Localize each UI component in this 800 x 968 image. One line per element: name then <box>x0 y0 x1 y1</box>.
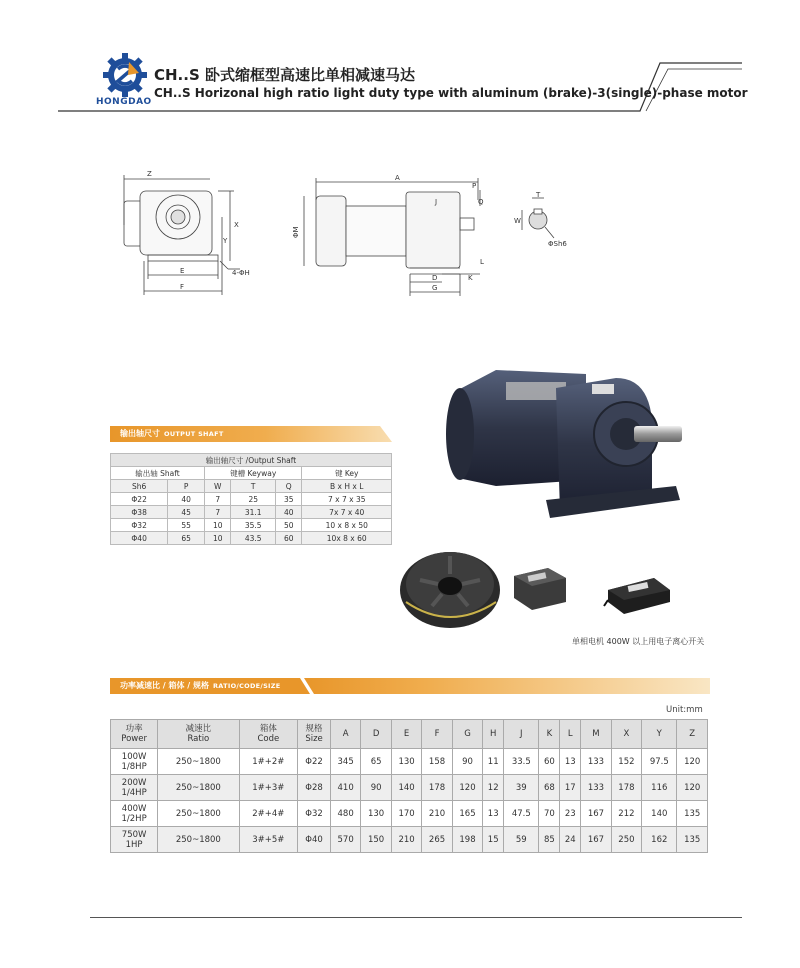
dim-z: Z <box>147 170 152 178</box>
shaft-section-drawing <box>512 190 567 250</box>
cell: 480 <box>330 801 360 827</box>
dim-l: L <box>480 258 484 266</box>
col-header: B x H x L <box>302 480 392 493</box>
col-header: H <box>483 720 504 749</box>
ratio-code-size-table <box>110 719 708 853</box>
cell: 10 <box>204 519 230 532</box>
cell: 116 <box>642 775 677 801</box>
cell: 198 <box>452 827 482 853</box>
cell: 7 <box>204 506 230 519</box>
dim-f: F <box>180 283 185 291</box>
cell: 750W 1HP <box>111 827 158 853</box>
cell: 65 <box>168 532 205 545</box>
cell: 13 <box>560 749 581 775</box>
output-shaft-banner-cn: 输出轴尺寸 <box>120 429 160 438</box>
cell: 178 <box>611 775 641 801</box>
table-header-row <box>111 720 708 749</box>
cell: 345 <box>330 749 360 775</box>
ratio-banner-cn: 功率减速比 / 箱体 / 规格 <box>120 681 209 690</box>
cell: 23 <box>560 801 581 827</box>
col-header: D <box>361 720 391 749</box>
key-group-header: 键 Key <box>302 467 392 480</box>
cell: 45 <box>168 506 205 519</box>
keyway-group-header: 键槽 Keyway <box>204 467 301 480</box>
col-header: 箱体 Code <box>239 720 298 749</box>
cell: 170 <box>391 801 421 827</box>
dim-x: X <box>234 221 239 229</box>
cell: Φ38 <box>111 506 168 519</box>
cell: 210 <box>391 827 421 853</box>
cell: 40 <box>168 493 205 506</box>
cell: 35.5 <box>231 519 275 532</box>
col-header: G <box>452 720 482 749</box>
cell: 130 <box>361 801 391 827</box>
col-header: K <box>539 720 560 749</box>
cell: 12 <box>483 775 504 801</box>
shaft-group-header: 输出轴 Shaft <box>111 467 205 480</box>
cell: 250~1800 <box>158 749 239 775</box>
dim-sh: ΦSh6 <box>548 240 567 248</box>
table-row <box>111 493 392 506</box>
dim-g: G <box>432 284 438 292</box>
col-header: Q <box>275 480 302 493</box>
cell: 68 <box>539 775 560 801</box>
table-row <box>111 506 392 519</box>
cell: 85 <box>539 827 560 853</box>
dim-m: ΦM <box>292 226 300 238</box>
col-header: F <box>422 720 452 749</box>
dim-y: Y <box>223 237 228 245</box>
col-header: X <box>611 720 641 749</box>
cell: 2#+4# <box>239 801 298 827</box>
cell: 50 <box>275 519 302 532</box>
ratio-banner <box>110 678 710 694</box>
col-header: J <box>504 720 539 749</box>
table-row <box>111 519 392 532</box>
cell: 40 <box>275 506 302 519</box>
cell: 1#+2# <box>239 749 298 775</box>
output-shaft-banner-en: OUTPUT SHAFT <box>164 430 224 438</box>
cell: 7x 7 x 40 <box>302 506 392 519</box>
cell: 31.1 <box>231 506 275 519</box>
cell: 158 <box>422 749 452 775</box>
brake-unit-photo <box>398 540 508 630</box>
col-header: A <box>330 720 360 749</box>
cell: 135 <box>677 801 708 827</box>
cell: 120 <box>452 775 482 801</box>
dim-q: Q <box>478 198 484 206</box>
unit-label: Unit:mm <box>666 705 703 715</box>
shaft-table-title: 输出轴尺寸 /Output Shaft <box>111 454 392 467</box>
cell: 178 <box>422 775 452 801</box>
cell: Φ40 <box>298 827 331 853</box>
table-row <box>111 749 708 775</box>
cell: 65 <box>361 749 391 775</box>
table-row <box>111 801 708 827</box>
page-title-en: CH..S Horizonal high ratio light duty type with aluminum (brake)-3(single)-phase motor <box>154 86 748 100</box>
cell: Φ32 <box>298 801 331 827</box>
cell: 133 <box>581 749 611 775</box>
cell: 410 <box>330 775 360 801</box>
cell: 1#+3# <box>239 775 298 801</box>
table-row <box>111 775 708 801</box>
cell: 55 <box>168 519 205 532</box>
cell: 165 <box>452 801 482 827</box>
dim-w: W <box>514 217 521 225</box>
dim-t: T <box>536 191 541 199</box>
col-header: L <box>560 720 581 749</box>
cell: 212 <box>611 801 641 827</box>
cell: 150 <box>361 827 391 853</box>
product-caption: 单相电机 400W 以上用电子离心开关 <box>572 637 705 646</box>
cell: 7 x 7 x 35 <box>302 493 392 506</box>
cell: 10 x 8 x 50 <box>302 519 392 532</box>
dim-p: P <box>472 182 477 190</box>
cell: 90 <box>452 749 482 775</box>
cell: 3#+5# <box>239 827 298 853</box>
dim-e: E <box>180 267 185 275</box>
gear-motor-photo <box>436 360 686 530</box>
cell: 97.5 <box>642 749 677 775</box>
cell: Φ22 <box>298 749 331 775</box>
table-row <box>111 827 708 853</box>
cell: 25 <box>231 493 275 506</box>
col-header: 减速比 Ratio <box>158 720 239 749</box>
cell: 60 <box>539 749 560 775</box>
cell: 39 <box>504 775 539 801</box>
dim-j: J <box>435 198 438 206</box>
cell: 24 <box>560 827 581 853</box>
cell: 250~1800 <box>158 827 239 853</box>
cell: 210 <box>422 801 452 827</box>
col-header: Sh6 <box>111 480 168 493</box>
dim-hole: 4-ΦH <box>232 269 250 277</box>
cell: Φ32 <box>111 519 168 532</box>
col-header: T <box>231 480 275 493</box>
cell: 70 <box>539 801 560 827</box>
cell: 265 <box>422 827 452 853</box>
cell: 140 <box>642 801 677 827</box>
switch-module-photo <box>508 562 570 614</box>
side-view-drawing <box>292 170 492 300</box>
cell: 47.5 <box>504 801 539 827</box>
cell: 60 <box>275 532 302 545</box>
col-header: Y <box>642 720 677 749</box>
cell: 135 <box>677 827 708 853</box>
cell: 152 <box>611 749 641 775</box>
col-header: 功率 Power <box>111 720 158 749</box>
cell: 250~1800 <box>158 775 239 801</box>
cell: 59 <box>504 827 539 853</box>
cell: 162 <box>642 827 677 853</box>
cell: 17 <box>560 775 581 801</box>
dim-d: D <box>432 274 438 282</box>
cell: 400W 1/2HP <box>111 801 158 827</box>
cell: 140 <box>391 775 421 801</box>
cell: 200W 1/4HP <box>111 775 158 801</box>
cell: 167 <box>581 801 611 827</box>
cell: 10x 8 x 60 <box>302 532 392 545</box>
cell: 167 <box>581 827 611 853</box>
output-shaft-banner <box>110 426 392 442</box>
footer-rule <box>90 917 742 918</box>
ratio-banner-en: RATIO/CODE/SIZE <box>212 682 281 690</box>
cell: 35 <box>275 493 302 506</box>
cell: 43.5 <box>231 532 275 545</box>
col-header: Z <box>677 720 708 749</box>
col-header: 规格 Size <box>298 720 331 749</box>
table-row <box>111 532 392 545</box>
dim-a: A <box>395 174 400 182</box>
cell: 120 <box>677 775 708 801</box>
cell: 15 <box>483 827 504 853</box>
dim-k: K <box>468 274 473 282</box>
cell: 100W 1/8HP <box>111 749 158 775</box>
col-header: M <box>581 720 611 749</box>
cell: 120 <box>677 749 708 775</box>
cell: 10 <box>204 532 230 545</box>
col-header: W <box>204 480 230 493</box>
logo-text: HONGDAO <box>96 97 152 107</box>
cell: 133 <box>581 775 611 801</box>
cell: 13 <box>483 801 504 827</box>
centrifugal-switch-photo <box>604 570 674 618</box>
cell: 7 <box>204 493 230 506</box>
output-shaft-table <box>110 453 392 545</box>
cell: 570 <box>330 827 360 853</box>
cell: 130 <box>391 749 421 775</box>
cell: 250~1800 <box>158 801 239 827</box>
cell: Φ22 <box>111 493 168 506</box>
cell: Φ28 <box>298 775 331 801</box>
page-title-cn: CH..S 卧式缩框型高速比单相减速马达 <box>154 66 415 84</box>
cell: 33.5 <box>504 749 539 775</box>
col-header: E <box>391 720 421 749</box>
cell: 11 <box>483 749 504 775</box>
front-view-drawing <box>110 165 260 305</box>
cell: 90 <box>361 775 391 801</box>
cell: Φ40 <box>111 532 168 545</box>
cell: 250 <box>611 827 641 853</box>
col-header: P <box>168 480 205 493</box>
